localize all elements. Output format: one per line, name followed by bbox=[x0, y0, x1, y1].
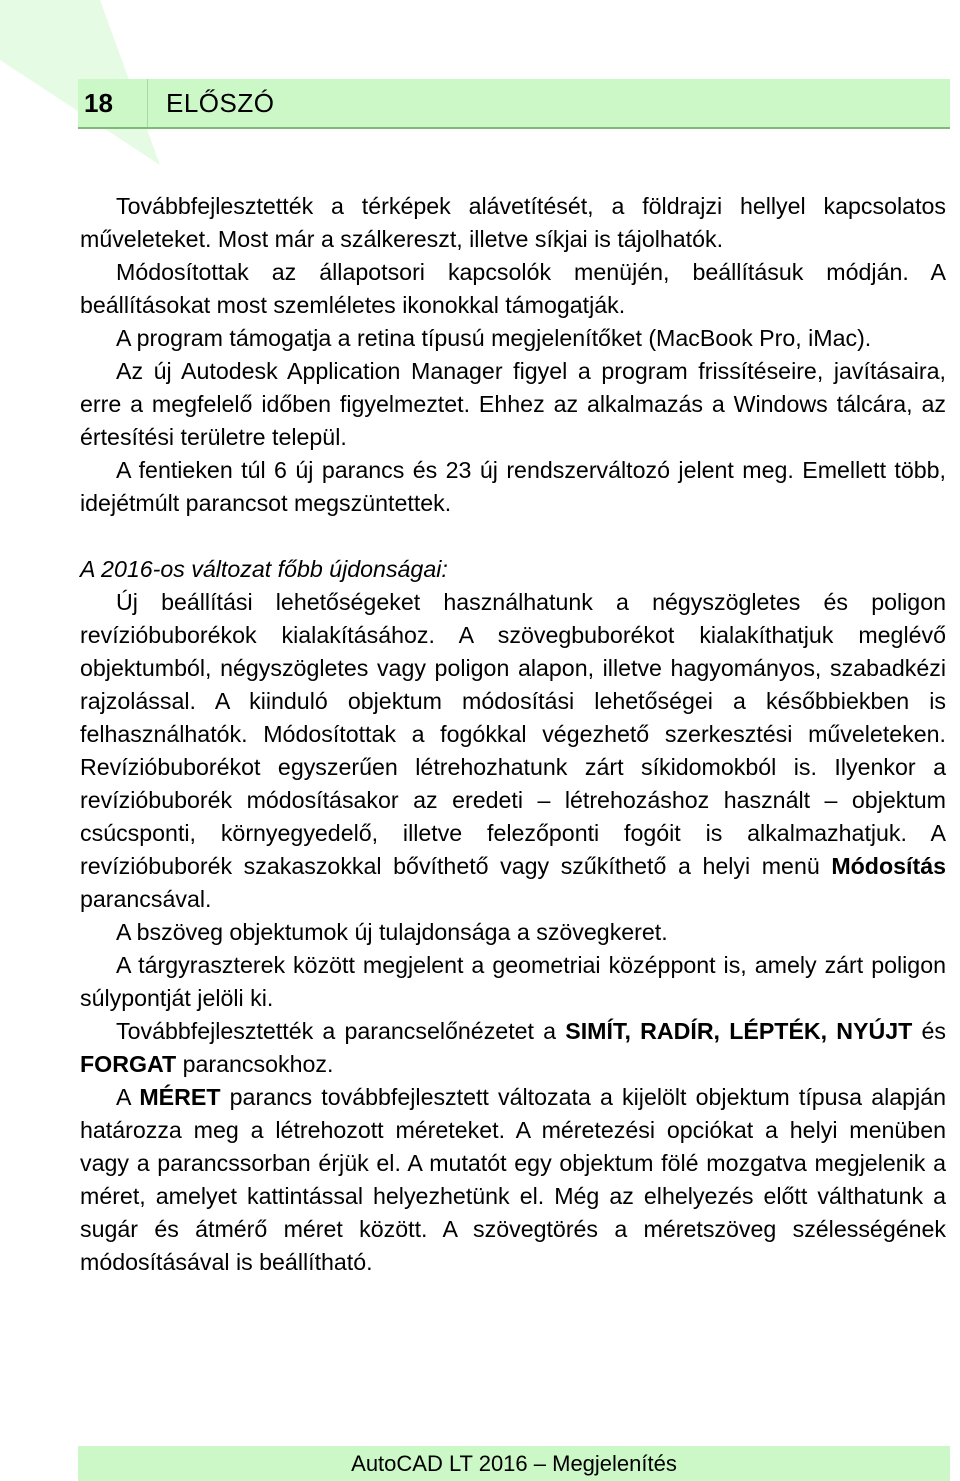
chapter-header bbox=[78, 79, 950, 129]
bold-command: SIMÍT, RADÍR, LÉPTÉK, NYÚJT bbox=[565, 1018, 913, 1044]
paragraph: Módosítottak az állapotsori kapcsolók menüjén, beállításuk módján. A beállításokat most szemléletes ikonokkal támogatják. bbox=[80, 259, 946, 318]
paragraph: A bszöveg objektumok új tulajdonsága a szövegkeret. bbox=[116, 919, 668, 945]
spacer bbox=[80, 520, 946, 553]
chapter-title: ELŐSZÓ bbox=[166, 88, 275, 118]
paragraph bbox=[80, 1081, 946, 1279]
text-run: és bbox=[912, 1018, 946, 1044]
text-run: Továbbfejlesztették a parancselőnézetet a bbox=[116, 1018, 566, 1044]
section-heading: A 2016-os változat főbb újdonságai: bbox=[80, 556, 448, 582]
paragraph: A fentieken túl 6 új parancs és 23 új rendszerváltozó jelent meg. Emellett több, idejétmúlt parancsot megszüntettek. bbox=[80, 457, 946, 516]
body-text bbox=[80, 190, 946, 1279]
text-run: parancsával. bbox=[80, 886, 212, 912]
text-run: parancs továbbfejlesztett változata a kijelölt objektum típusa alapján határozza meg a létrehozott méreteket. A méretezési opciókat a helyi menüben vagy a parancssorban érjük el. A mutatót egy objektum fölé mozgatva megjelenik a méret, amelyet kattintással helyezhetünk el. Még az elhelyezés előtt válthatunk a sugár és átmérő méret között. A szövegtörés a méretszöveg szélességének módosításával is beállítható. bbox=[80, 1084, 946, 1275]
paragraph bbox=[80, 1015, 946, 1081]
paragraph: A program támogatja a retina típusú megjelenítőket (MacBook Pro, iMac). bbox=[116, 325, 872, 351]
text-run: parancsokhoz. bbox=[176, 1051, 334, 1077]
page-number: 18 bbox=[78, 79, 148, 127]
bold-command: FORGAT bbox=[80, 1051, 177, 1077]
paragraph bbox=[80, 586, 946, 916]
page-footer: AutoCAD LT 2016 – Megjelenítés bbox=[78, 1446, 950, 1481]
paragraph: Az új Autodesk Application Manager figyel a program frissítéseire, javításaira, erre a megfelelő időben figyelmeztet. Ehhez az alkalmazás a Windows tálcára, az értesítési területre települ. bbox=[80, 358, 946, 450]
bold-command: Módosítás bbox=[831, 853, 946, 879]
paragraph: A tárgyraszterek között megjelent a geometriai középpont is, amely zárt poligon súlypontját jelöli ki. bbox=[80, 952, 946, 1011]
text-run: A bbox=[116, 1084, 140, 1110]
bold-command: MÉRET bbox=[139, 1084, 221, 1110]
text-run: Új beállítási lehetőségeket használhatunk a négyszögletes és poligon revízióbuborékok kialakításához. A szövegbuborékot kialakíthatjuk meglévő objektumból, négyszögletes vagy poligon alapon, illetve hagyományos, szabadkézi rajzolással. A kiinduló objektum módosítási lehetőségei a későbbiekben is felhasználhatók. Módosítottak a fogókkal végezhető szerkesztési műveleteken. Revízióbuborékot egyszerűen létrehozhatunk zárt síkidomokból is. Ilyenkor a revízióbuborék módosításakor az eredeti – létrehozáshoz használt – objektum csúcsponti, környegyedelő, illetve felezőponti fogóit is alkalmazhatjuk. A revízióbuborék szakaszokkal bővíthető vagy szűkíthető a helyi menü bbox=[80, 589, 946, 879]
paragraph: Továbbfejlesztették a térképek alávetítését, a földrajzi hellyel kapcsolatos műveleteket. Most már a szálkereszt, illetve síkjai is tájolhatók. bbox=[80, 193, 946, 252]
